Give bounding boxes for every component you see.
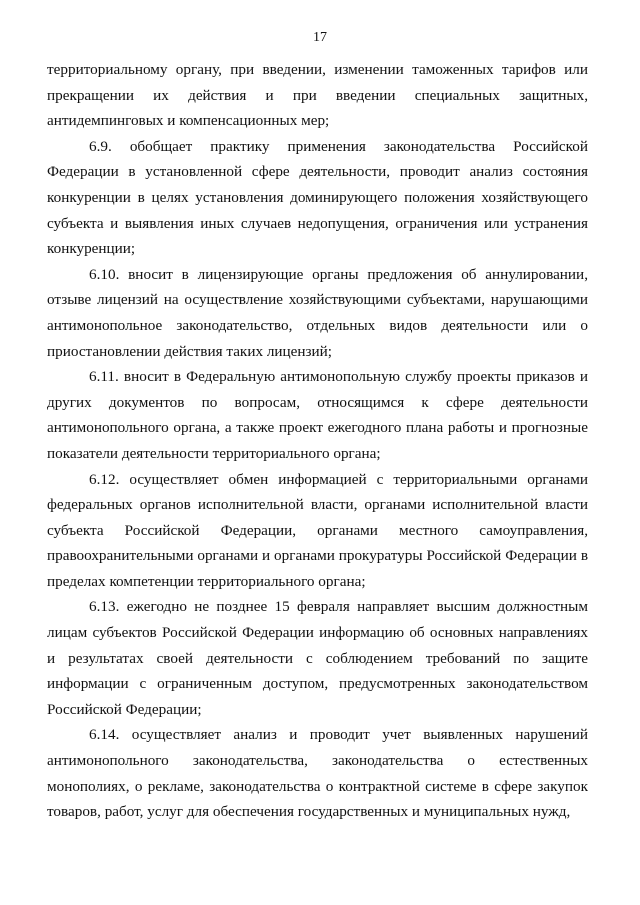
paragraph-6-12: 6.12. осуществляет обмен информацией с территориальными органами федеральных органов исполнительной власти, органами исполнительной власти субъекта Российской Федерации, органами местного самоуправления, правоохранительными органами и органами прокуратуры Российской Федерации в пределах компетенции территориального органа; bbox=[47, 470, 588, 590]
paragraph-6-9: 6.9. обобщает практику применения законодательства Российской Федерации в установленной сфере деятельности, проводит анализ состояния конкуренции в целях установления доминирующего положения хозяйствующего субъекта и выявления иных случаев недопущения, ограничения или устранения конкуренции; bbox=[47, 137, 588, 258]
paragraph-6-11: 6.11. вносит в Федеральную антимонопольную службу проекты приказов и других документов по вопросам, относящимся к сфере деятельности антимонопольного органа, а также проект ежегодного плана работы и прогнозные показатели деятельности территориального органа; bbox=[47, 368, 588, 462]
paragraph-continuation: территориальному органу, при введении, изменении таможенных тарифов или прекращении их действия и при введении специальных защитных, антидемпинговых и компенсационных мер; bbox=[47, 61, 588, 130]
paragraph-6-14: 6.14. осуществляет анализ и проводит учет выявленных нарушений антимонопольного законодательства, законодательства о естественных монополиях, о рекламе, законодательства о контрактной системе в сфере закупок товаров, работ, услуг для обеспечения государственных и муниципальных нужд, bbox=[47, 726, 588, 821]
paragraph-6-13: 6.13. ежегодно не позднее 15 февраля направляет высшим должностным лицам субъектов Российской Федерации информацию об основных направлениях и результатах своей деятельности с соблюдением требований по защите информации с ограниченным доступом, предусмотренных законодательством Российской Федерации; bbox=[47, 598, 588, 718]
page-number: 17 bbox=[313, 30, 327, 45]
paragraph-6-10: 6.10. вносит в лицензирующие органы предложения об аннулировании, отзыве лицензий на осуществление хозяйствующими субъектами, нарушающими антимонопольное законодательство, отдельных видов деятельности или о приостановлении действия таких лицензий; bbox=[47, 265, 588, 360]
body-text bbox=[47, 57, 588, 825]
